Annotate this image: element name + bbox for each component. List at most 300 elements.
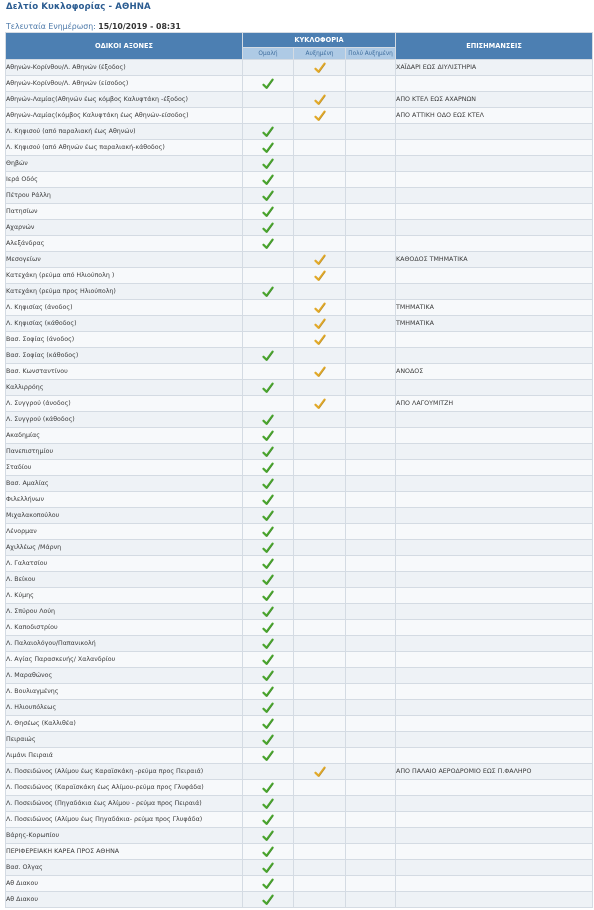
check-green-icon [262, 846, 274, 858]
status-cell-very [346, 444, 396, 460]
road-name: Αχαρνών [6, 220, 243, 236]
road-name: ΠΕΡΙΦΕΡΕΙΑΚΗ ΚΑΡΕΑ ΠΡΟΣ ΑΘΗΝΑ [6, 844, 243, 860]
table-row [6, 876, 593, 892]
status-cell-normal [243, 796, 294, 812]
road-note: ΤΜΗΜΑΤΙΚΑ [396, 316, 593, 332]
road-name: Λιμάνι Πειραιά [6, 748, 243, 764]
status-cell-increased [294, 380, 346, 396]
road-name: Λ. Ποσειδώνος (Αλίμου έως Πηγαδάκια- ρεύμα προς Γλυφάδα) [6, 812, 243, 828]
status-cell-very [346, 892, 396, 908]
status-cell-very [346, 540, 396, 556]
status-cell-normal [243, 460, 294, 476]
road-note [396, 844, 593, 860]
status-cell-normal [243, 748, 294, 764]
table-row [6, 812, 593, 828]
status-cell-increased [294, 572, 346, 588]
table-body [6, 60, 593, 908]
table-row [6, 732, 593, 748]
status-cell-normal [243, 284, 294, 300]
road-note [396, 124, 593, 140]
table-row [6, 716, 593, 732]
check-green-icon [262, 702, 274, 714]
status-cell-very [346, 268, 396, 284]
road-name: Λ. Βουλιαγμένης [6, 684, 243, 700]
status-cell-increased [294, 476, 346, 492]
road-name: Μεσογείων [6, 252, 243, 268]
status-cell-normal [243, 108, 294, 124]
status-cell-very [346, 332, 396, 348]
status-cell-increased [294, 732, 346, 748]
road-name: Λ. Κηφισού (από παραλιακή έως Αθηνών) [6, 124, 243, 140]
status-cell-normal [243, 668, 294, 684]
road-note: ΑΠΟ ΠΑΛΑΙΟ ΑΕΡΟΔΡΟΜΙΟ ΕΩΣ Π.ΦΑΛΗΡΟ [396, 764, 593, 780]
subheader-very-increased: Πολύ Αυξημένη [346, 48, 396, 60]
status-cell-increased [294, 76, 346, 92]
road-note [396, 268, 593, 284]
status-cell-very [346, 204, 396, 220]
table-row [6, 492, 593, 508]
check-green-icon [262, 446, 274, 458]
check-green-icon [262, 414, 274, 426]
road-name: Κατεχάκη (ρεύμα προς Ηλιούπολη) [6, 284, 243, 300]
road-name: Φιλελλήνων [6, 492, 243, 508]
road-note: ΚΑΘΟΔΟΣ ΤΜΗΜΑΤΙΚΑ [396, 252, 593, 268]
table-row [6, 844, 593, 860]
check-green-icon [262, 878, 274, 890]
status-cell-normal [243, 700, 294, 716]
status-cell-increased [294, 140, 346, 156]
status-cell-increased [294, 668, 346, 684]
status-cell-increased [294, 156, 346, 172]
status-cell-normal [243, 348, 294, 364]
status-cell-increased [294, 236, 346, 252]
status-cell-increased [294, 780, 346, 796]
check-green-icon [262, 814, 274, 826]
status-cell-increased [294, 396, 346, 412]
status-cell-very [346, 716, 396, 732]
status-cell-very [346, 732, 396, 748]
status-cell-very [346, 860, 396, 876]
status-cell-very [346, 476, 396, 492]
status-cell-very [346, 252, 396, 268]
check-green-icon [262, 526, 274, 538]
header-notes: ΕΠΙΣΗΜΑΝΣΕΙΣ [396, 33, 593, 60]
road-note [396, 652, 593, 668]
table-row [6, 236, 593, 252]
check-green-icon [262, 894, 274, 906]
status-cell-normal [243, 444, 294, 460]
road-name: Κατεχάκη (ρεύμα από Ηλιούπολη ) [6, 268, 243, 284]
check-green-icon [262, 670, 274, 682]
table-row [6, 268, 593, 284]
status-cell-normal [243, 684, 294, 700]
road-name: Λ. Κηφισού (από Αθηνών έως παραλιακή-κάθοδος) [6, 140, 243, 156]
table-row [6, 188, 593, 204]
table-row [6, 476, 593, 492]
check-green-icon [262, 126, 274, 138]
status-cell-normal [243, 396, 294, 412]
status-cell-normal [243, 220, 294, 236]
status-cell-normal [243, 604, 294, 620]
status-cell-increased [294, 428, 346, 444]
status-cell-normal [243, 588, 294, 604]
status-cell-increased [294, 60, 346, 76]
road-name: Λ. Ποσειδώνος (Πηγαδάκια έως Αλίμου - ρεύμα προς Πειραιά) [6, 796, 243, 812]
table-row [6, 220, 593, 236]
status-cell-normal [243, 828, 294, 844]
table-row [6, 572, 593, 588]
check-green-icon [262, 718, 274, 730]
road-note [396, 476, 593, 492]
check-green-icon [262, 158, 274, 170]
road-name: Αθ Διακου [6, 892, 243, 908]
road-note [396, 636, 593, 652]
check-orange-icon [314, 766, 326, 778]
table-row [6, 796, 593, 812]
table-row [6, 620, 593, 636]
road-note: ΑΠΟ ΚΤΕΛ ΕΩΣ ΑΧΑΡΝΩΝ [396, 92, 593, 108]
road-note [396, 428, 593, 444]
road-name: Πατησίων [6, 204, 243, 220]
status-cell-increased [294, 316, 346, 332]
last-update-value: 15/10/2019 - 08:31 [98, 22, 181, 31]
status-cell-normal [243, 156, 294, 172]
road-name: Λ. Αγίας Παρασκευής/ Χαλανδρίου [6, 652, 243, 668]
check-green-icon [262, 558, 274, 570]
table-row [6, 556, 593, 572]
road-note [396, 860, 593, 876]
check-green-icon [262, 286, 274, 298]
table-row [6, 700, 593, 716]
status-cell-normal [243, 892, 294, 908]
table-row [6, 172, 593, 188]
road-note [396, 284, 593, 300]
table-row [6, 892, 593, 908]
status-cell-very [346, 700, 396, 716]
road-name: Βασ. Κωνσταντίνου [6, 364, 243, 380]
check-green-icon [262, 574, 274, 586]
status-cell-increased [294, 652, 346, 668]
status-cell-normal [243, 364, 294, 380]
table-row [6, 508, 593, 524]
road-name: Πανεπιστημίου [6, 444, 243, 460]
road-note [396, 348, 593, 364]
status-cell-very [346, 172, 396, 188]
check-green-icon [262, 142, 274, 154]
check-green-icon [262, 350, 274, 362]
road-note [396, 380, 593, 396]
road-note [396, 876, 593, 892]
status-cell-very [346, 140, 396, 156]
status-cell-increased [294, 812, 346, 828]
status-cell-very [346, 124, 396, 140]
subheader-normal: Ομαλή [243, 48, 294, 60]
road-name: Αθηνών-Κορίνθου/Λ. Αθηνών (είσοδος) [6, 76, 243, 92]
check-green-icon [262, 542, 274, 554]
table-row [6, 828, 593, 844]
status-cell-normal [243, 812, 294, 828]
status-cell-increased [294, 524, 346, 540]
status-cell-normal [243, 572, 294, 588]
status-cell-very [346, 348, 396, 364]
road-note: ΧΑΪΔΑΡΙ ΕΩΣ ΔΙΥΛΙΣΤΗΡΙΑ [396, 60, 593, 76]
status-cell-normal [243, 492, 294, 508]
road-name: Λ. Θησέως (Καλλιθέα) [6, 716, 243, 732]
status-cell-increased [294, 700, 346, 716]
status-cell-increased [294, 636, 346, 652]
check-green-icon [262, 782, 274, 794]
road-note [396, 780, 593, 796]
road-name: Λ. Συγγρού (κάθοδος) [6, 412, 243, 428]
road-name: Βασ. Σοφίας (άνοδος) [6, 332, 243, 348]
road-name: Βάρης-Κορωπίου [6, 828, 243, 844]
status-cell-normal [243, 716, 294, 732]
status-cell-increased [294, 204, 346, 220]
road-note [396, 508, 593, 524]
status-cell-very [346, 572, 396, 588]
road-name: Λ. Παλαιολόγου/Παπανικολή [6, 636, 243, 652]
road-note [396, 76, 593, 92]
road-name: Μιχαλακοπούλου [6, 508, 243, 524]
status-cell-very [346, 524, 396, 540]
road-note: ΤΜΗΜΑΤΙΚΑ [396, 300, 593, 316]
status-cell-very [346, 460, 396, 476]
road-note [396, 892, 593, 908]
road-name: Ακαδημίας [6, 428, 243, 444]
table-row [6, 364, 593, 380]
table-row [6, 652, 593, 668]
check-green-icon [262, 622, 274, 634]
status-cell-increased [294, 620, 346, 636]
table-row [6, 380, 593, 396]
road-name: Λ. Σπύρου Λούη [6, 604, 243, 620]
road-note [396, 700, 593, 716]
status-cell-very [346, 364, 396, 380]
status-cell-normal [243, 252, 294, 268]
road-name: Σταδίου [6, 460, 243, 476]
status-cell-increased [294, 892, 346, 908]
table-row [6, 428, 593, 444]
status-cell-normal [243, 620, 294, 636]
status-cell-very [346, 844, 396, 860]
status-cell-very [346, 92, 396, 108]
status-cell-very [346, 396, 396, 412]
table-row [6, 316, 593, 332]
table-row [6, 300, 593, 316]
table-row [6, 684, 593, 700]
table-row [6, 332, 593, 348]
road-note [396, 796, 593, 812]
road-note [396, 668, 593, 684]
check-orange-icon [314, 62, 326, 74]
page-title: Δελτίο Κυκλοφορίας - ΑΘΗΝΑ [6, 2, 151, 12]
status-cell-very [346, 76, 396, 92]
status-cell-very [346, 60, 396, 76]
table-row [6, 764, 593, 780]
road-note [396, 620, 593, 636]
table-row [6, 348, 593, 364]
check-orange-icon [314, 366, 326, 378]
road-name: Λ. Μαραθώνος [6, 668, 243, 684]
status-cell-increased [294, 508, 346, 524]
check-green-icon [262, 590, 274, 602]
table-row [6, 252, 593, 268]
check-orange-icon [314, 270, 326, 282]
road-name: Λ. Κηφισίας (άνοδος) [6, 300, 243, 316]
table-row [6, 124, 593, 140]
status-cell-increased [294, 364, 346, 380]
road-name: Λ. Ηλιουπόλεως [6, 700, 243, 716]
table-row [6, 396, 593, 412]
status-cell-very [346, 428, 396, 444]
status-cell-increased [294, 220, 346, 236]
road-name: Ιερά Οδός [6, 172, 243, 188]
status-cell-increased [294, 284, 346, 300]
table-row [6, 108, 593, 124]
status-cell-increased [294, 460, 346, 476]
status-cell-very [346, 380, 396, 396]
status-cell-normal [243, 652, 294, 668]
road-note [396, 412, 593, 428]
road-name: Λ. Ποσειδώνος (Αλίμου έως Καραϊσκάκη -ρεύμα προς Πειραιά) [6, 764, 243, 780]
check-green-icon [262, 510, 274, 522]
road-note [396, 540, 593, 556]
status-cell-increased [294, 604, 346, 620]
road-name: Αθηνών-Λαμίας(κόμβος Καλυφτάκη έως Αθηνών-είσοδος) [6, 108, 243, 124]
road-note [396, 188, 593, 204]
road-note [396, 812, 593, 828]
status-cell-very [346, 412, 396, 428]
status-cell-normal [243, 508, 294, 524]
road-note [396, 172, 593, 188]
status-cell-increased [294, 748, 346, 764]
status-cell-normal [243, 732, 294, 748]
table-row [6, 204, 593, 220]
status-cell-increased [294, 556, 346, 572]
status-cell-normal [243, 428, 294, 444]
status-cell-normal [243, 172, 294, 188]
road-name: Λ. Ποσειδώνος (Καραϊσκάκη έως Αλίμου-ρεύμα προς Γλυφάδα) [6, 780, 243, 796]
status-cell-very [346, 812, 396, 828]
status-cell-very [346, 620, 396, 636]
table-row [6, 412, 593, 428]
status-cell-very [346, 764, 396, 780]
table-row [6, 444, 593, 460]
status-cell-increased [294, 828, 346, 844]
status-cell-very [346, 748, 396, 764]
check-green-icon [262, 654, 274, 666]
status-cell-very [346, 636, 396, 652]
road-name: Πειραιώς [6, 732, 243, 748]
check-orange-icon [314, 302, 326, 314]
status-cell-increased [294, 124, 346, 140]
table-row [6, 156, 593, 172]
status-cell-normal [243, 204, 294, 220]
check-green-icon [262, 206, 274, 218]
status-cell-increased [294, 188, 346, 204]
status-cell-increased [294, 540, 346, 556]
status-cell-very [346, 316, 396, 332]
last-update-label: Τελευταία Ενημέρωση: [6, 22, 99, 31]
road-name: Λ. Κηφισίας (κάθοδος) [6, 316, 243, 332]
table-row [6, 748, 593, 764]
road-note [396, 332, 593, 348]
table-row [6, 140, 593, 156]
status-cell-increased [294, 252, 346, 268]
status-cell-increased [294, 412, 346, 428]
road-note [396, 140, 593, 156]
check-green-icon [262, 494, 274, 506]
status-cell-very [346, 220, 396, 236]
status-cell-normal [243, 380, 294, 396]
road-name: Λένορμαν [6, 524, 243, 540]
status-cell-normal [243, 860, 294, 876]
check-green-icon [262, 798, 274, 810]
status-cell-normal [243, 268, 294, 284]
check-green-icon [262, 462, 274, 474]
road-note: ΑΠΟ ΑΤΤΙΚΗ ΟΔΟ ΕΩΣ ΚΤΕΛ [396, 108, 593, 124]
road-name: Βασ. Αμαλίας [6, 476, 243, 492]
status-cell-normal [243, 844, 294, 860]
status-cell-increased [294, 268, 346, 284]
status-cell-normal [243, 636, 294, 652]
check-orange-icon [314, 94, 326, 106]
status-cell-normal [243, 236, 294, 252]
status-cell-normal [243, 140, 294, 156]
road-note [396, 684, 593, 700]
road-note [396, 556, 593, 572]
status-cell-normal [243, 60, 294, 76]
status-cell-increased [294, 92, 346, 108]
road-note [396, 716, 593, 732]
status-cell-normal [243, 124, 294, 140]
status-cell-increased [294, 684, 346, 700]
check-orange-icon [314, 318, 326, 330]
road-note [396, 828, 593, 844]
status-cell-increased [294, 796, 346, 812]
check-green-icon [262, 686, 274, 698]
status-cell-very [346, 684, 396, 700]
road-note [396, 460, 593, 476]
status-cell-very [346, 588, 396, 604]
status-cell-very [346, 236, 396, 252]
road-note [396, 220, 593, 236]
check-green-icon [262, 606, 274, 618]
table-row [6, 76, 593, 92]
road-name: Θηβών [6, 156, 243, 172]
check-green-icon [262, 750, 274, 762]
subheader-increased: Αυξημένη [294, 48, 346, 60]
status-cell-very [346, 492, 396, 508]
road-note [396, 604, 593, 620]
status-cell-normal [243, 76, 294, 92]
check-green-icon [262, 830, 274, 842]
traffic-table [5, 32, 593, 908]
check-green-icon [262, 78, 274, 90]
status-cell-increased [294, 444, 346, 460]
table-row [6, 284, 593, 300]
road-note: ΑΝΟΔΟΣ [396, 364, 593, 380]
check-green-icon [262, 382, 274, 394]
check-orange-icon [314, 254, 326, 266]
table-row [6, 524, 593, 540]
status-cell-very [346, 780, 396, 796]
road-name: Αλεξάνδρας [6, 236, 243, 252]
status-cell-increased [294, 764, 346, 780]
road-name: Λ. Βείκου [6, 572, 243, 588]
status-cell-very [346, 300, 396, 316]
status-cell-very [346, 828, 396, 844]
